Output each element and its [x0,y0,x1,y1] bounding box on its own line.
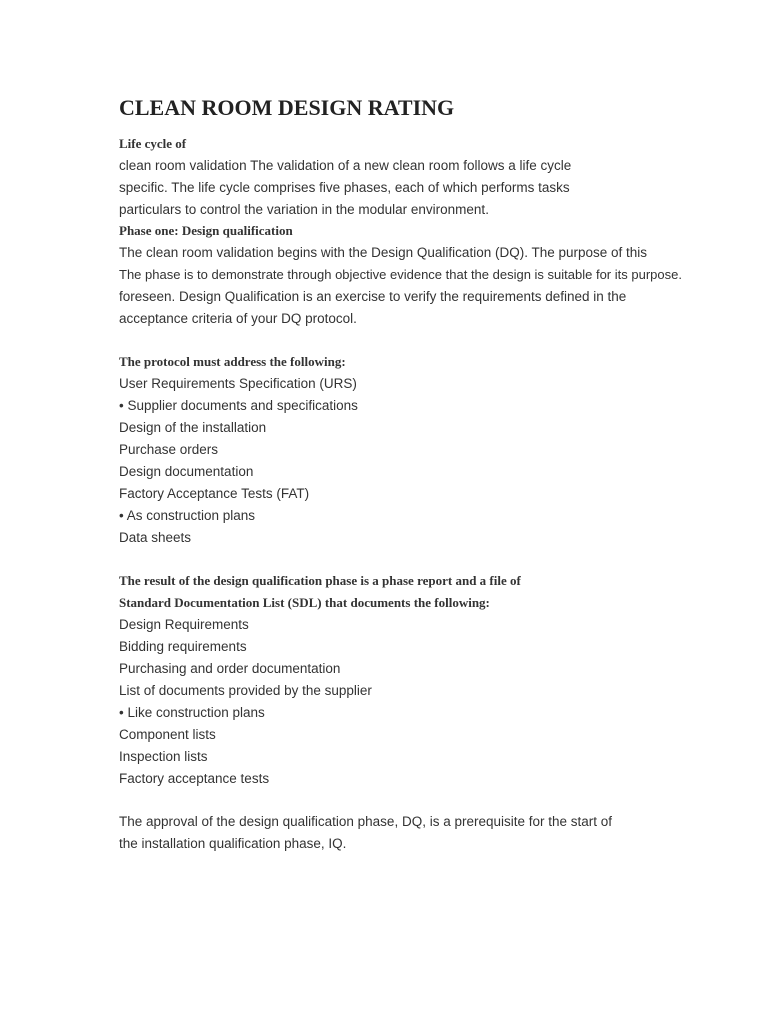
phase-one-line: foreseen. Design Qualification is an exercise to verify the requirements defined in the [119,289,627,304]
intro-line: clean room validation The validation of a new clean room follows a life cycle [119,158,572,173]
protocol-item: Factory Acceptance Tests (FAT) [119,486,310,501]
phase-one-line: acceptance criteria of your DQ protocol. [119,311,357,326]
phase-one-heading: Phase one: Design qualification [119,223,293,238]
protocol-heading: The protocol must address the following: [119,354,346,369]
intro-line: particulars to control the variation in the modular environment. [119,202,489,217]
document-title: CLEAN ROOM DESIGN RATING [119,95,455,120]
protocol-item: Data sheets [119,530,192,545]
result-item: List of documents provided by the supplier [119,683,372,698]
result-item: Component lists [119,727,216,742]
result-item: Design Requirements [119,617,249,632]
protocol-section [119,351,739,549]
intro-line: specific. The life cycle comprises five phases, each of which performs tasks [119,180,570,195]
protocol-item: Design of the installation [119,420,267,435]
result-heading: The result of the design qualification phase is a phase report and a file of [119,573,521,588]
intro-section [119,133,739,221]
approval-line: the installation qualification phase, IQ. [119,836,347,851]
result-item: Inspection lists [119,749,208,764]
phase-one-section [119,220,739,330]
result-section [119,570,739,790]
result-item: Factory acceptance tests [119,771,270,786]
protocol-item: User Requirements Specification (URS) [119,376,357,391]
protocol-item: • As construction plans [119,508,256,523]
protocol-item: Design documentation [119,464,254,479]
protocol-item: Purchase orders [119,442,219,457]
phase-one-line: The clean room validation begins with the Design Qualification (DQ). The purpose of this [119,245,648,260]
intro-heading: Life cycle of [119,136,187,151]
protocol-item: • Supplier documents and specifications [119,398,358,413]
approval-section [119,811,739,855]
result-item: • Like construction plans [119,705,265,720]
approval-line: The approval of the design qualification phase, DQ, is a prerequisite for the start of [119,814,613,829]
result-item: Bidding requirements [119,639,247,654]
result-item: Purchasing and order documentation [119,661,341,676]
phase-one-line: The phase is to demonstrate through objective evidence that the design is suitable for its purpose. [119,267,682,282]
result-heading: Standard Documentation List (SDL) that documents the following: [119,595,490,610]
